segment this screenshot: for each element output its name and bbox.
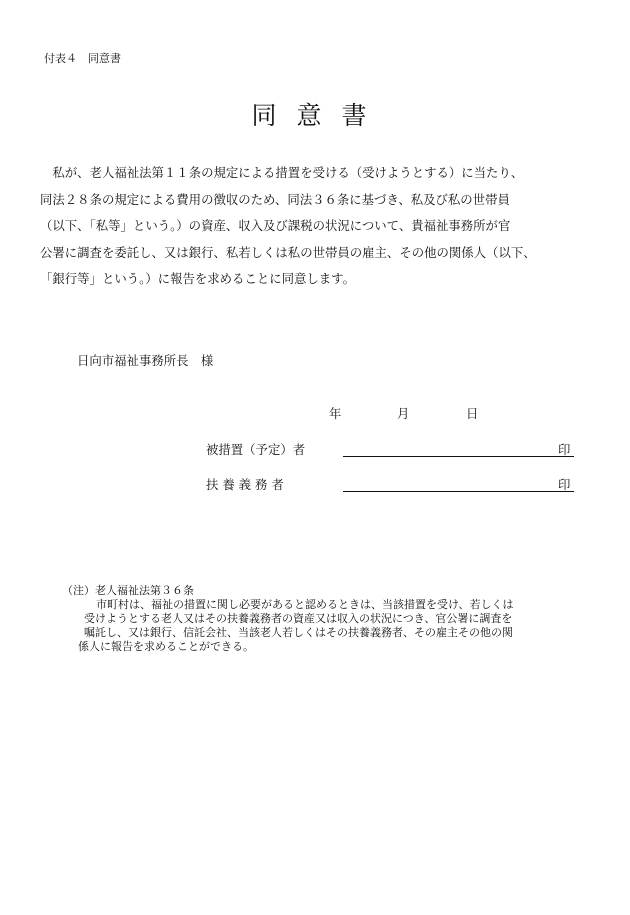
body-line: （以下、「私等」という。）の資産、収入及び課税の状況について、貴福祉事務所が官 bbox=[40, 218, 511, 233]
seal-mark: 印 bbox=[558, 442, 571, 457]
note-line: 市町村は、福祉の措置に関し必要があると認めるときは、当該措置を受け、若しくは bbox=[74, 598, 514, 611]
seal-mark: 印 bbox=[558, 477, 571, 492]
signature-line[interactable] bbox=[343, 456, 574, 457]
note-heading: （注）老人福祉法第３６条 bbox=[62, 584, 194, 597]
document-title: 同意書 bbox=[251, 101, 387, 130]
note-line: 受けようとする老人又はその扶養義務者の資産又は収入の状況につき、官公署に調査を bbox=[84, 612, 513, 625]
signature-label: 被措置（予定）者 bbox=[206, 442, 306, 457]
signature-row-guardian bbox=[206, 475, 576, 497]
date-year-label: 年 bbox=[329, 406, 342, 421]
body-line: 私が、老人福祉法第１１条の規定による措置を受ける（受けようとする）に当たり、 bbox=[40, 165, 524, 180]
date-month-label: 月 bbox=[397, 406, 410, 421]
signature-line[interactable] bbox=[343, 491, 574, 492]
legal-note bbox=[62, 584, 562, 654]
date-day-label: 日 bbox=[466, 406, 479, 421]
body-line: 公署に調査を委託し、又は銀行、私若しくは私の世帯員の雇主、その他の関係人（以下、 bbox=[40, 244, 536, 260]
body-line: 同法２８条の規定による費用の徴収のため、同法３６条に基づき、私及び私の世帯員 bbox=[40, 191, 510, 207]
note-line: 係人に報告を求めることができる。 bbox=[78, 640, 254, 653]
note-line: 嘱託し、又は銀行、信託会社、当該老人若しくはその扶養義務者、その雇主その他の関 bbox=[84, 626, 513, 639]
consent-body bbox=[40, 160, 588, 293]
signature-row-recipient bbox=[206, 440, 576, 462]
body-line: 「銀行等」という。）に報告を求めることに同意します。 bbox=[40, 271, 355, 286]
signature-label: 扶 養 義 務 者 bbox=[206, 477, 284, 492]
appendix-label: 付表４ 同意書 bbox=[44, 52, 121, 65]
addressee: 日向市福祉事務所長 様 bbox=[77, 353, 214, 368]
